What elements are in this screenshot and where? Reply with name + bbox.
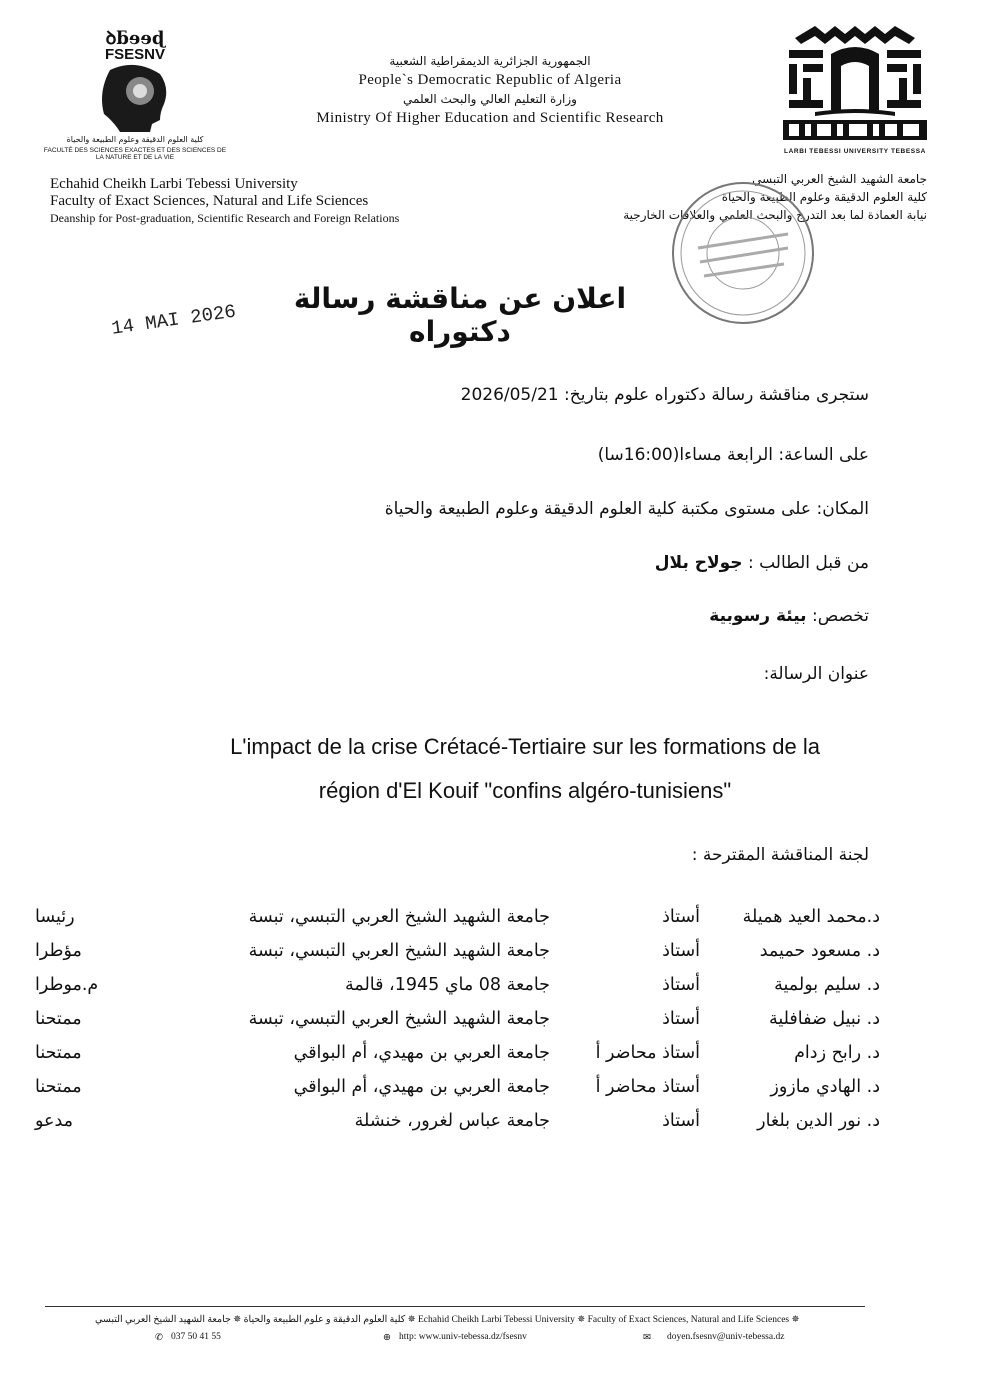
- official-seal-icon: [668, 178, 818, 328]
- member-role: ممتحنا: [35, 1009, 82, 1029]
- faculty-logo-caption-ar: كلية العلوم الدقيقة وعلوم الطبيعة والحياة: [66, 135, 204, 144]
- defense-place-line: [385, 499, 869, 519]
- specialty-value: بيئة رسوبية: [709, 606, 807, 626]
- university-logo-caption: LARBI TEBESSI UNIVERSITY TEBESSA: [784, 148, 926, 155]
- defense-place-label: المكان:: [816, 499, 869, 519]
- globe-icon: ⊕: [383, 1333, 391, 1343]
- received-date-stamp: 14 MAI 2026: [110, 300, 238, 340]
- defense-time-value: الرابعة مساءا(16:00سا): [597, 445, 774, 465]
- member-name: د. نور الدين بلغار: [757, 1111, 880, 1131]
- ministry-name-en: Ministry Of Higher Education and Scientific Research: [316, 110, 664, 126]
- defense-date-label: ستجرى مناقشة رسالة دكتوراه علوم بتاريخ:: [564, 385, 869, 405]
- university-name-ar: جامعة الشهيد الشيخ العربي التبسي: [752, 172, 927, 186]
- specialty-line: [709, 606, 869, 626]
- phone-icon: ✆: [155, 1333, 163, 1343]
- committee-table: [35, 900, 880, 1138]
- member-university: جامعة العربي بن مهيدي، أم البواقي: [293, 1043, 550, 1063]
- faculty-name-ar: كلية العلوم الدقيقة وعلوم الطبيعة والحياة: [721, 190, 927, 204]
- member-rank: أستاذ محاضر أ: [595, 1077, 700, 1097]
- member-role: مدعو: [35, 1111, 74, 1131]
- faculty-logo-caption-fr: FACULTÉ DES SCIENCES EXACTES ET DES SCIENCES DE LA NATURE ET DE LA VIE: [43, 147, 227, 161]
- defense-place-value: على مستوى مكتبة كلية العلوم الدقيقة وعلوم الطبيعة والحياة: [384, 499, 812, 519]
- member-rank: أستاذ: [662, 907, 700, 927]
- deanship-name-en: Deanship for Post-graduation, Scientific Research and Foreign Relations: [50, 211, 400, 225]
- defense-time-label: على الساعة:: [778, 445, 869, 465]
- table-row: [35, 1104, 880, 1138]
- thesis-title-line2: région d'El Kouif "confins algéro-tunisiens": [318, 778, 732, 803]
- faculty-head-emblem-icon: [40, 18, 230, 133]
- member-role: مؤطرا: [35, 941, 82, 961]
- defense-time-line: [598, 445, 869, 465]
- table-row: [35, 1036, 880, 1070]
- member-university: جامعة العربي بن مهيدي، أم البواقي: [293, 1077, 550, 1097]
- member-university: جامعة عباس لغرور، خنشلة: [354, 1111, 550, 1131]
- header-center: [280, 52, 700, 128]
- republic-name-ar: الجمهورية الجزائرية الديمقراطية الشعبية: [389, 54, 591, 68]
- footer-email[interactable]: doyen.fsesnv@univ-tebessa.dz: [667, 1332, 785, 1342]
- defense-date-line: [461, 385, 869, 405]
- thesis-title-line1: L'impact de la crise Crétacé-Tertiaire sur les formations de la: [230, 734, 820, 759]
- member-university: جامعة الشهيد الشيخ العربي التبسي، تبسة: [248, 907, 550, 927]
- member-university: جامعة 08 ماي 1945، قالمة: [344, 975, 550, 995]
- deanship-name-ar: نيابة العمادة لما بعد التدرج والبحث العلمي والعلاقات الخارجية: [623, 208, 927, 222]
- footer-address: كلية العلوم الدقيقة و علوم الطبيعة والحياة ✵ جامعة الشهيد الشيخ العربي التبسي ✵ Echahid Cheikh Larbi Tebessi University ✵ Faculty of Exact Sciences, Natural and Life Sciences ✵: [95, 1315, 800, 1325]
- student-label: من قبل الطالب :: [747, 553, 869, 573]
- committee-label: لجنة المناقشة المقترحة :: [691, 845, 869, 865]
- table-row: [35, 968, 880, 1002]
- member-name: د. نبيل ضفافلية: [768, 1009, 880, 1029]
- faculty-name-en: Faculty of Exact Sciences, Natural and Life Sciences: [50, 193, 369, 209]
- republic-name-en: People`s Democratic Republic of Algeria: [358, 72, 622, 88]
- member-role: ممتحنا: [35, 1077, 82, 1097]
- faculty-logo-acronym: FSESNV: [104, 46, 165, 63]
- member-role: م.موطرا: [35, 975, 99, 995]
- mail-icon: ✉: [643, 1333, 651, 1343]
- member-rank: أستاذ: [662, 975, 700, 995]
- thesis-title: [170, 725, 880, 813]
- member-rank: أستاذ: [662, 1009, 700, 1029]
- ministry-name-ar: وزارة التعليم العالي والبحث العلمي: [403, 92, 577, 106]
- table-row: [35, 1002, 880, 1036]
- footer-phone: 037 50 41 55: [171, 1332, 221, 1342]
- faculty-logo: [40, 18, 230, 163]
- table-row: [35, 1070, 880, 1104]
- member-rank: أستاذ: [662, 1111, 700, 1131]
- footer-website[interactable]: http: www.univ-tebessa.dz/fsesnv: [399, 1332, 527, 1342]
- member-university: جامعة الشهيد الشيخ العربي التبسي، تبسة: [248, 1009, 550, 1029]
- defense-date-value: 2026/05/21: [460, 385, 559, 405]
- table-row: [35, 934, 880, 968]
- table-row: [35, 900, 880, 934]
- university-logo: [775, 20, 935, 165]
- footer-divider: [45, 1306, 865, 1307]
- thesis-label: عنوان الرسالة:: [763, 664, 869, 684]
- university-name-en: Echahid Cheikh Larbi Tebessi University: [50, 176, 298, 192]
- university-building-logo-icon: [775, 20, 935, 148]
- member-role: ممتحنا: [35, 1043, 82, 1063]
- student-line: [655, 553, 869, 573]
- member-rank: أستاذ محاضر أ: [595, 1043, 700, 1063]
- page-title: اعلان عن مناقشة رسالة دكتوراه: [293, 282, 627, 348]
- student-name: جولاح بلال: [654, 553, 743, 573]
- member-name: د. مسعود حميمد: [759, 941, 880, 961]
- member-name: د. الهادي مازوز: [770, 1077, 880, 1097]
- university-block-en: [50, 176, 399, 227]
- member-name: د.محمد العيد هميلة: [742, 907, 880, 927]
- member-name: د. رابح زدام: [794, 1043, 880, 1063]
- member-university: جامعة الشهيد الشيخ العربي التبسي، تبسة: [248, 941, 550, 961]
- faculty-logo-glyph: ꝺƃɘɘɖ: [105, 28, 165, 49]
- member-role: رئيسا: [35, 907, 75, 927]
- member-rank: أستاذ: [662, 941, 700, 961]
- specialty-label: تخصص:: [811, 606, 869, 626]
- member-name: د. سليم بولمية: [774, 975, 880, 995]
